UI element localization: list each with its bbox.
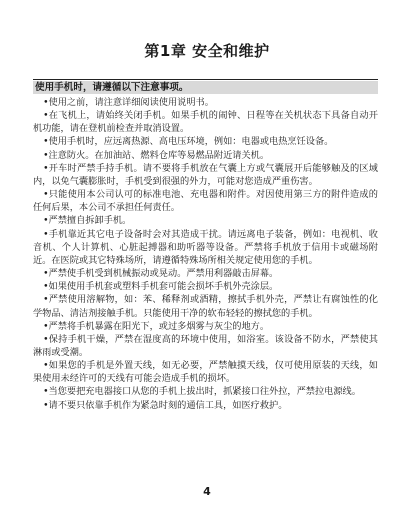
safety-note: •保持手机干燥，严禁在湿度高的环境中使用，如浴室。该设备不防水，严禁使其淋雨或受潮。 <box>33 333 378 358</box>
safety-note: •严禁将手机暴露在阳光下，或过多烟雾与灰尘的地方。 <box>43 320 270 332</box>
safety-note: •使用之前，请注意详细阅读使用说明书。 <box>43 97 214 108</box>
safety-note: •在飞机上，请始终关闭手机。如果手机的闹钟、日程等在关机状态下具备自动开机功能，请在登机前检查并取消设置。 <box>33 110 378 135</box>
safety-note: •如果使用手机套或塑料手机套可能会损坏手机外壳涂层。 <box>43 281 279 293</box>
safety-note: •请不要只依靠手机作为紧急时刻的通信工具，如医疗救护。 <box>43 399 288 411</box>
safety-note: •注意防火。在加油站、燃料仓库等易燃品附近请关机。 <box>43 149 270 161</box>
section-heading: 使用手机时，请遵循以下注意事项。 <box>33 81 378 94</box>
chapter-title: 第1章 安全和维护 <box>144 42 270 60</box>
safety-note: •严禁擅自拆卸手机。 <box>43 215 132 227</box>
safety-note: •严禁使用溶解物，如：苯、稀释剂或酒精，擦拭手机外壳，严禁让有腐蚀性的化学物品、清洁剂接触手机。只能使用干净的软布轻轻的擦拭您的手机。 <box>33 294 378 319</box>
section-divider <box>33 79 378 80</box>
safety-note: •使用手机时，应远离热源、高电压环境，例如：电器或电热烹饪设备。 <box>43 136 334 148</box>
safety-note: •如果您的手机是外置天线，如无必要，严禁触摸天线，仅可使用原装的天线，如果使用未经许可的天线有可能会造成手机的损坏。 <box>33 360 378 385</box>
safety-note: •只能使用本公司认可的标准电池、充电器和附件。对因使用第三方的附件造成的任何后果，本公司不承担任何责任。 <box>33 189 378 214</box>
safety-note: •严禁使手机受到机械振动或晃动。严禁用利器敲击屏幕。 <box>43 268 279 280</box>
page-number: 4 <box>203 485 211 498</box>
safety-note: •当您要把充电器接口从您的手机上拔出时，抓紧接口往外拉，严禁拉电源线。 <box>43 386 361 398</box>
safety-note: •开车时严禁手持手机。请不要将手机放在气囊上方或气囊展开后能够触及的区域内，以免气囊膨胀时，手机受到很强的外力，可能对您造成严重伤害。 <box>33 162 378 187</box>
safety-note: •手机靠近其它电子设备时会对其造成干扰。请远离电子装备，例如：电视机、收音机、个人计算机、心脏起搏器和助听器等设备。严禁将手机放于信用卡或磁场附近。在医院或其它特殊场所，请遵循特殊场所相关规定使用您的手机。 <box>33 228 378 266</box>
safety-notes <box>33 96 378 412</box>
